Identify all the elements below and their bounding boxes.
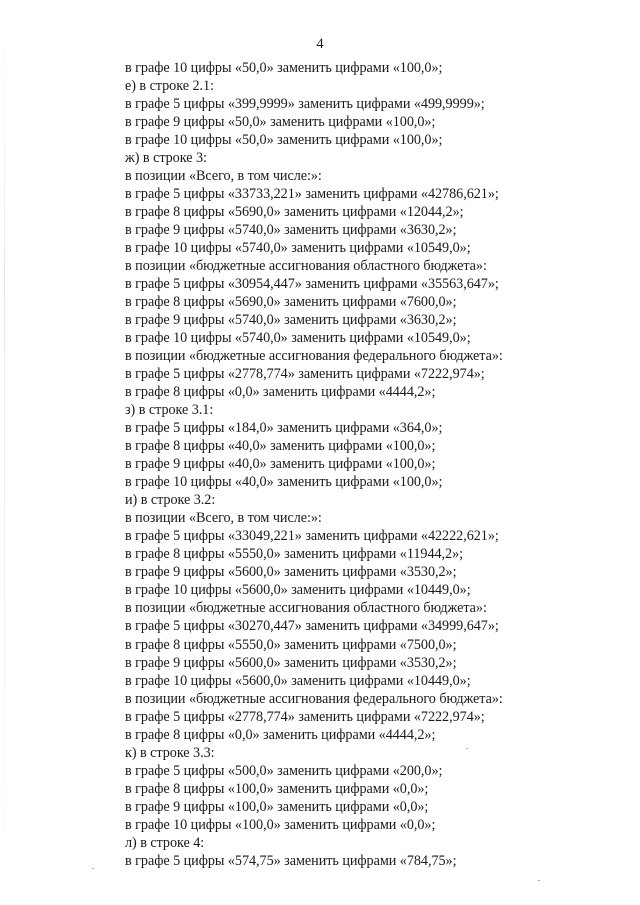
text-line: в графе 8 цифры «0,0» заменить цифрами «4444,2»; [125,726,436,743]
text-line: в графе 5 цифры «30270,447» заменить цифрами «34999,647»; [125,618,499,635]
text-line: в графе 10 цифры «5600,0» заменить цифрами «10449,0»; [125,582,471,599]
text-line: в графе 8 цифры «5550,0» заменить цифрами «7500,0»; [125,636,457,653]
text-line: в графе 9 цифры «5740,0» заменить цифрами «3630,2»; [125,222,457,239]
text-line: з) в строке 3.1: [125,402,214,419]
amendment-list [125,59,625,870]
text-line: и) в строке 3.2: [125,492,216,509]
text-line: в графе 5 цифры «33733,221» заменить цифрами «42786,621»; [125,186,499,203]
text-line: в графе 5 цифры «500,0» заменить цифрами «200,0»; [125,762,443,779]
text-line: в графе 5 цифры «33049,221» заменить цифрами «42222,621»; [125,528,499,545]
text-line: ж) в строке 3: [125,150,207,167]
text-line: в позиции «Всего, в том числе:»: [125,168,322,185]
text-line: в графе 9 цифры «5600,0» заменить цифрами «3530,2»; [125,654,457,671]
text-line: в графе 8 цифры «5550,0» заменить цифрами «11944,2»; [125,546,464,563]
text-line: к) в строке 3.3: [125,744,215,761]
text-line: в графе 5 цифры «184,0» заменить цифрами «364,0»; [125,420,443,437]
text-line: в позиции «бюджетные ассигнования федерального бюджета»: [125,348,503,365]
text-line: в графе 5 цифры «2778,774» заменить цифрами «7222,974»; [125,366,485,383]
scan-speck [466,748,468,749]
text-line: е) в строке 2.1: [125,78,214,95]
text-line: в графе 8 цифры «100,0» заменить цифрами «0,0»; [125,780,429,797]
text-line: в графе 10 цифры «50,0» заменить цифрами «100,0»; [125,132,443,149]
text-line: л) в строке 4: [125,834,205,851]
text-line: в графе 10 цифры «100,0» заменить цифрами «0,0»; [125,816,436,833]
text-line: в графе 9 цифры «40,0» заменить цифрами «100,0»; [125,456,436,473]
text-line: в графе 10 цифры «50,0» заменить цифрами «100,0»; [125,60,443,76]
text-line: в графе 8 цифры «5690,0» заменить цифрами «12044,2»; [125,204,464,221]
text-line: в графе 5 цифры «2778,774» заменить цифрами «7222,974»; [125,708,485,725]
text-line: в графе 8 цифры «5690,0» заменить цифрами «7600,0»; [125,294,457,311]
text-line: в позиции «бюджетные ассигнования федерального бюджета»: [125,690,503,707]
text-line: в графе 5 цифры «399,9999» заменить цифрами «499,9999»; [125,96,485,113]
text-line: в графе 5 цифры «574,75» заменить цифрами «784,75»; [125,852,457,869]
text-line: в графе 9 цифры «5600,0» заменить цифрами «3530,2»; [125,564,457,581]
text-line: в графе 10 цифры «5740,0» заменить цифрами «10549,0»; [125,330,471,347]
text-line: в графе 10 цифры «40,0» заменить цифрами «100,0»; [125,474,443,491]
text-line: в графе 5 цифры «30954,447» заменить цифрами «35563,647»; [125,276,499,293]
text-line: в позиции «Всего, в том числе:»: [125,510,322,527]
scan-speck [92,868,94,869]
text-line: в графе 8 цифры «0,0» заменить цифрами «4444,2»; [125,384,436,401]
scan-speck [538,880,540,881]
text-line: в позиции «бюджетные ассигнования областного бюджета»: [125,600,487,617]
text-line: в графе 9 цифры «5740,0» заменить цифрами «3630,2»; [125,312,457,329]
scan-edge [4,0,5,905]
text-line: в графе 10 цифры «5600,0» заменить цифрами «10449,0»; [125,672,471,689]
text-line: в графе 10 цифры «5740,0» заменить цифрами «10549,0»; [125,240,471,257]
text-line: в графе 8 цифры «40,0» заменить цифрами «100,0»; [125,438,436,455]
text-line: в позиции «бюджетные ассигнования областного бюджета»: [125,258,487,275]
text-line: в графе 9 цифры «50,0» заменить цифрами «100,0»; [125,114,436,131]
page-number: 4 [316,36,324,52]
text-line: в графе 9 цифры «100,0» заменить цифрами «0,0»; [125,798,429,815]
